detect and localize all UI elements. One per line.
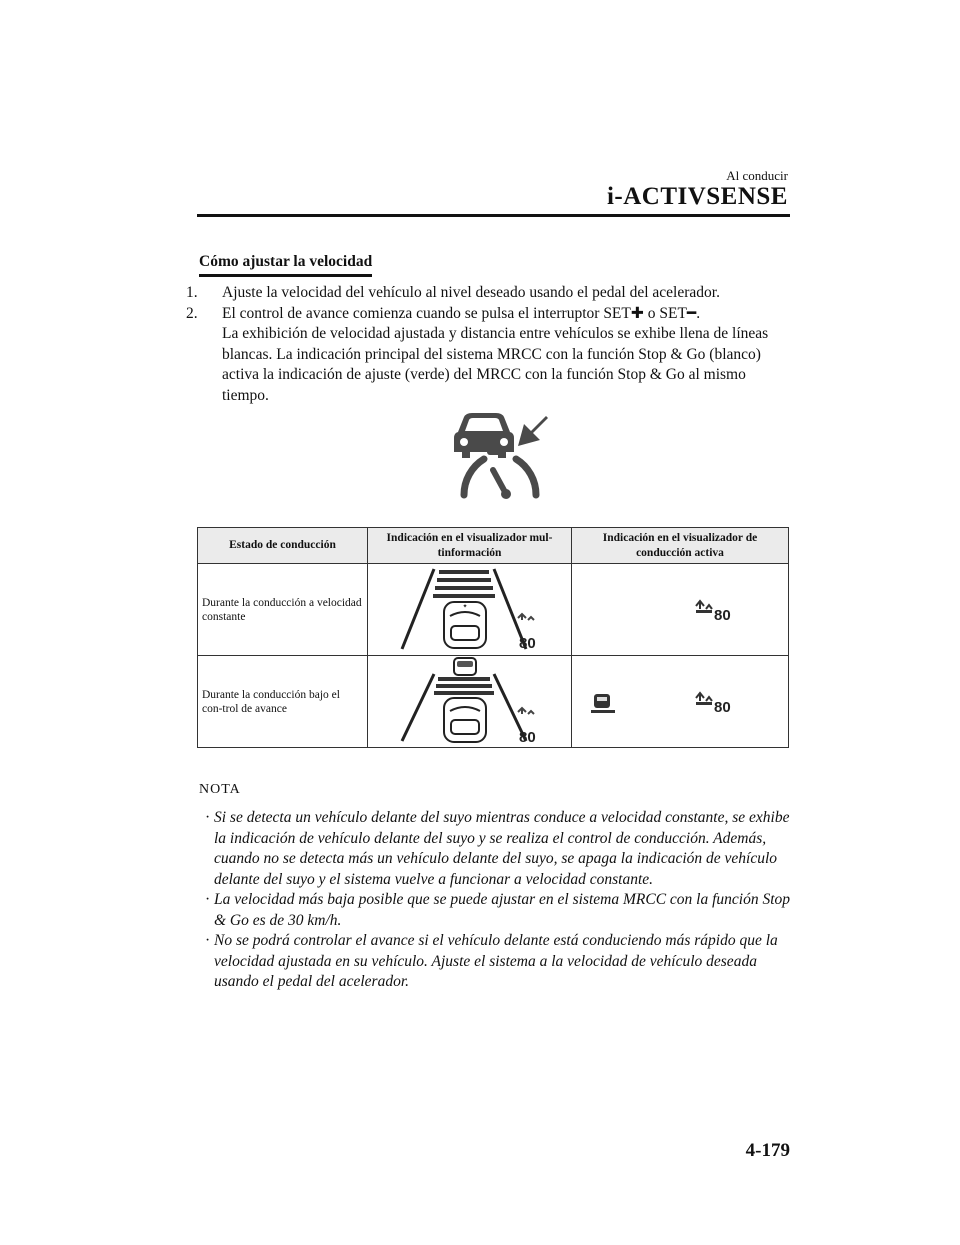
step-text: El control de avance comienza cuando se pulsa el interruptor SET✚ o SET━.	[222, 304, 701, 322]
header-chapter-title: i-ACTIVSENSE	[606, 183, 788, 210]
distance-speed-icon	[576, 564, 775, 655]
list-item	[205, 931, 795, 993]
step-1	[186, 283, 796, 304]
step-text: Ajuste la velocidad del vehículo al nivel deseado usando el pedal del acelerador.	[222, 284, 720, 301]
list-item	[205, 808, 795, 890]
multi-info-display	[368, 564, 572, 656]
set-speed-label: 80	[714, 607, 731, 624]
note-text: Si se detecta un vehículo delante del suyo mientras conduce a velocidad constante, se exhibe la indicación de vehículo delante del suyo y se realiza el control de conducción. Además, cuando no se detecta más un vehículo delante del suyo, se apaga la indicación de vehículo delante del suyo y el sistema vuelve a funcionar a velocidad constante.	[214, 809, 790, 888]
set-speed-label: 80	[519, 635, 536, 652]
svg-text:✦: ✦	[462, 604, 468, 610]
bullet-icon: ·	[205, 932, 211, 949]
note-text: No se podrá controlar el avance si el vehículo delante está conduciendo más rápido que la velocidad ajustada en su vehículo. Ajuste el sistema a la velocidad de vehículo deseada usando el pedal del acelerador.	[214, 932, 778, 990]
col-header-state: Estado de conducción	[198, 528, 368, 564]
multi-info-display	[368, 656, 572, 748]
status-table	[197, 527, 789, 748]
note-text: La velocidad más baja posible que se puede ajustar en el sistema MRCC con la función Stop & Go es de 30 km/h.	[214, 891, 791, 929]
set-speed-label: 80	[519, 729, 536, 746]
state-cell: Durante la conducción bajo el con-trol de avance	[198, 656, 368, 748]
header-section-label: Al conducir	[726, 168, 788, 183]
header-rule	[197, 214, 790, 217]
col-header-active-display: Indicación en el visualizador de conducción activa	[572, 528, 789, 564]
step-number: 1.	[186, 284, 198, 301]
road-lanes-car-icon	[372, 564, 558, 655]
mrcc-stop-go-indicator-icon	[448, 412, 552, 500]
list-item	[205, 890, 795, 931]
step-2	[186, 304, 796, 407]
step-text: La exhibición de velocidad ajustada y distancia entre vehículos se exhibe llena de líneas blancas. La indicación principal del sistema MRCC con la función Stop & Go (blanco) activa la indicación de ajuste (verde) del MRCC con la función Stop & Go al mismo tiempo.	[222, 325, 769, 404]
lead-car-distance-speed-icon	[576, 656, 775, 747]
bullet-icon: ·	[205, 891, 211, 908]
bullet-icon: ·	[205, 809, 211, 826]
road-lanes-lead-car-icon	[372, 656, 558, 747]
section-title: Cómo ajustar la velocidad	[199, 253, 372, 277]
step-number: 2.	[186, 304, 198, 322]
page-number: 4-179	[745, 1140, 790, 1161]
steps-list	[186, 283, 796, 406]
active-driving-display	[572, 656, 789, 748]
nota-title: NOTA	[199, 782, 241, 797]
set-speed-label: 80	[714, 699, 731, 716]
table-row	[198, 564, 789, 656]
col-header-multi-info: Indicación en el visualizador mul-tinformación	[368, 528, 572, 564]
nota-list	[205, 808, 795, 993]
table-row	[198, 656, 789, 748]
state-cell: Durante la conducción a velocidad constante	[198, 564, 368, 656]
active-driving-display	[572, 564, 789, 656]
